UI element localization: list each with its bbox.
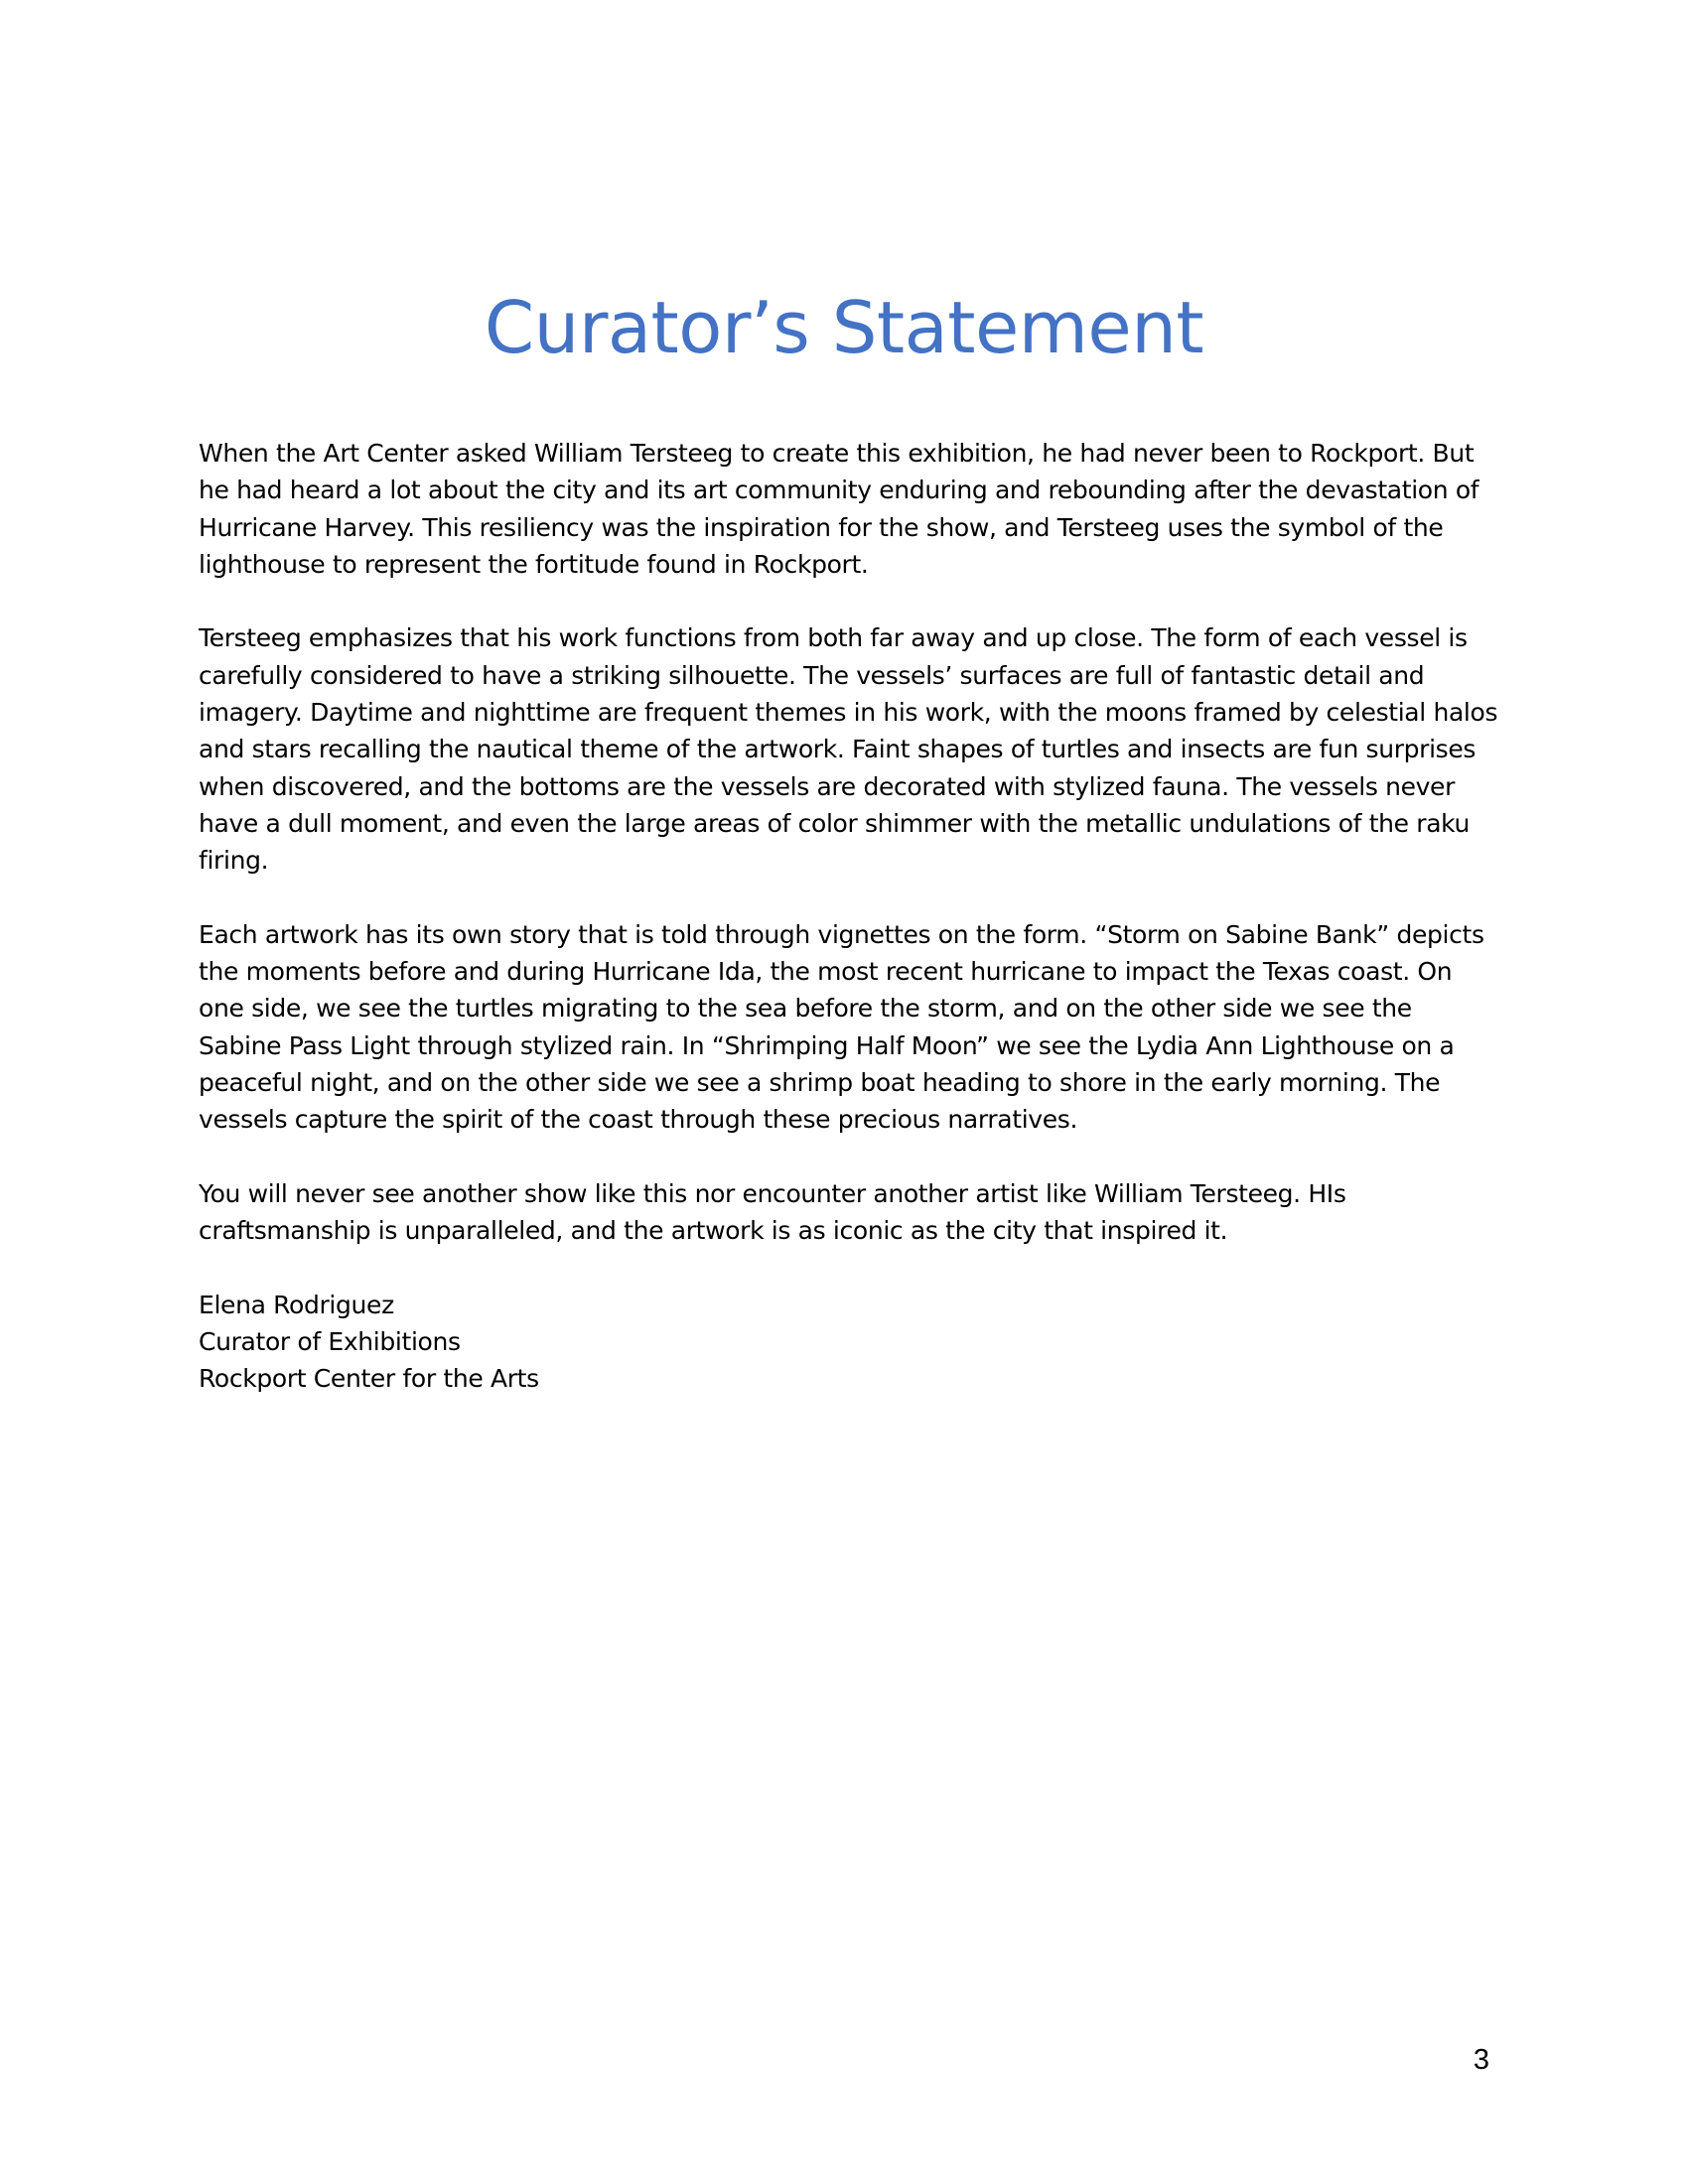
- page-title: Curator’s Statement: [484, 286, 1204, 369]
- signature-name: Elena Rodriguez: [199, 1290, 394, 1319]
- signature-block: [199, 1287, 1499, 1398]
- paragraph-narratives: Each artwork has its own story that is told through vignettes on the form. “Storm on Sabine Bank” depicts the moments before and during Hurricane Ida, the most recent hurricane to impact the Texas coast. On one side, we see the turtles migrating to the sea before the storm, and on the other side we see the Sabine Pass Light through stylized rain. In “Shrimping Half Moon” we see the Lydia Ann Lighthouse on a peaceful night, and on the other side we see a shrimp boat heading to shore in the early morning. The vessels capture the spirit of the coast through these precious narratives.: [199, 919, 1484, 1135]
- paragraph-closing: You will never see another show like this nor encounter another artist like William Tersteeg. HIs craftsmanship is unparalleled, and the artwork is as iconic as the city that inspired it.: [199, 1178, 1346, 1246]
- statement-body: [199, 435, 1499, 1398]
- signature-role: Curator of Exhibitions: [199, 1327, 461, 1357]
- signature-organization: Rockport Center for the Arts: [199, 1364, 539, 1394]
- paragraph-form: Tersteeg emphasizes that his work functions from both far away and up close. The form of each vessel is carefully considered to have a striking silhouette. The vessels’ surfaces are full of fantastic detail and imagery. Daytime and nighttime are frequent themes in his work, with the moons framed by celestial halos and stars recalling the nautical theme of the artwork. Faint shapes of turtles and insects are fun surprises when discovered, and the bottoms are the vessels are decorated with stylized fauna. The vessels never have a dull moment, and even the large areas of color shimmer with the metallic undulations of the raku firing.: [199, 623, 1498, 876]
- paragraph-intro: When the Art Center asked William Tersteeg to create this exhibition, he had never been to Rockport. But he had heard a lot about the city and its art community enduring and rebounding after the devastation of Hurricane Harvey. This resiliency was the inspiration for the show, and Tersteeg uses the symbol of the lighthouse to represent the fortitude found in Rockport.: [199, 439, 1479, 579]
- page-number: 3: [1473, 2044, 1489, 2076]
